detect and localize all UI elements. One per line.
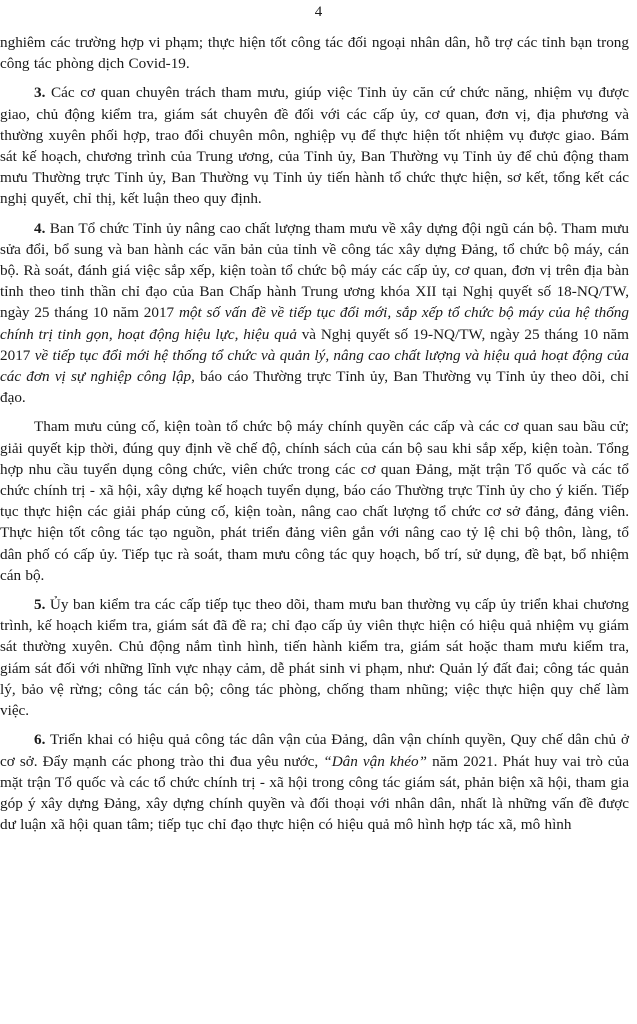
paragraph-item-3 (0, 82, 629, 209)
paragraph-text: nghiêm các trường hợp vi phạm; thực hiện tốt công tác đối ngoại nhân dân, hỗ trợ các tỉnh bạn trong công tác phòng dịch Covid-19. (0, 34, 629, 73)
paragraph-item-4 (0, 218, 629, 409)
resolution-19-title: về tiếp tục đổi mới hệ thống tổ chức và quản lý, nâng cao chất lượng và hiệu quả hoạt động của các đơn vị sự nghiệp công lập (0, 346, 629, 386)
resolution-18-title: một số vấn đề về tiếp tục đổi mới, sắp xếp tổ chức bộ máy của hệ thống chính trị tinh gọn, hoạt động hiệu lực, hiệu quả (0, 304, 629, 343)
document-body (0, 32, 629, 843)
paragraph-text: Các cơ quan chuyên trách tham mưu, giúp việc Tỉnh ủy căn cứ chức năng, nhiệm vụ được giao, chủ động kiểm tra, giám sát chuyên đề đối với các cấp ủy, cơ quan, đơn vị, địa phương và thường xuyên phối hợp, trao đổi chuyên môn, nghiệp vụ để thực hiện tốt nhiệm vụ được giao. Bám sát kế hoạch, chương trình của Trung ương, của Tỉnh ủy, Ban Thường vụ Tỉnh ủy để chủ động tham mưu Thường trực Tỉnh ủy, Ban Thường vụ Tỉnh ủy tiến hành tổ chức thực hiện, sơ kết, tổng kết các nghị quyết, chỉ thị, kết luận theo quy định. (0, 84, 630, 208)
paragraph-text: Ban Tổ chức Tỉnh ủy nâng cao chất lượng tham mưu về xây dựng đội ngũ cán bộ. Tham mưu sửa đổi, bổ sung và ban hành các văn bản của tỉnh về công tác xây dựng Đảng, tổ chức bộ máy, cán bộ. Rà soát, đánh giá việc sắp xếp, kiện toàn tổ chức bộ máy các cấp ủy, cơ quan, đơn vị trên địa bàn tỉnh theo tinh thần chỉ đạo của Ban Chấp hành Trung ương khóa XII tại Nghị quyết số 18-NQ/TW, ngày 25 tháng 10 năm 2017 (0, 219, 629, 322)
paragraph-item-4-continued (0, 416, 629, 586)
item-number: 4. (34, 219, 46, 237)
paragraph-item-5 (0, 594, 629, 721)
paragraph-item-6 (0, 729, 629, 835)
page-number: 4 (314, 4, 323, 20)
paragraph-text: Ủy ban kiểm tra các cấp tiếp tục theo dõi, tham mưu ban thường vụ cấp ủy triển khai chương trình, kế hoạch kiểm tra, giám sát đã đề ra; chỉ đạo cấp ủy viên thực hiện có hiệu quả nhiệm vụ giám sát thường xuyên. Chủ động nắm tình hình, tiến hành kiểm tra, giám sát hoặc tham mưu kiểm tra, giám sát đối với những lĩnh vực nhạy cảm, dễ phát sinh vi phạm, như: Quản lý đất đai; công tác quản lý, bảo vệ rừng; công tác cán bộ; công tác phòng, chống tham nhũng; việc thực hiện quy chế làm việc. (0, 596, 630, 720)
paragraph-text: Tham mưu củng cố, kiện toàn tổ chức bộ máy chính quyền các cấp và các cơ quan sau bầu cử; giải quyết kịp thời, đúng quy định về chế độ, chính sách của cán bộ sau khi sắp xếp, kiện toàn. Tổng hợp nhu cầu tuyển dụng công chức, viên chức trong các cơ quan Đảng, mặt trận Tổ quốc và các tổ chức chính trị - xã hội, xây dựng kế hoạch tuyển dụng, báo cáo Thường trực Tỉnh ủy cho ý kiến. Tiếp tục thực hiện các giải pháp củng cố, kiện toàn, nâng cao chất lượng tổ chức cơ sở đảng, đảng viên. Thực hiện tốt công tác tạo nguồn, phát triển đảng viên gắn với nâng cao tỷ lệ chi bộ thôn, làng, tổ dân phố có cấp ủy. Tiếp tục rà soát, tham mưu công tác quy hoạch, bố trí, sử dụng, đề bạt, bổ nhiệm cán bộ. (0, 418, 629, 584)
item-number: 3. (34, 84, 46, 102)
paragraph-text: và Nghị quyết số 19-NQ/TW, ngày 25 tháng 10 năm 2017 (0, 325, 629, 364)
paragraph-text: năm 2021. Phát huy vai trò của mặt trận Tổ quốc và các tổ chức chính trị - xã hội trong công tác giám sát, phản biện xã hội, tham gia góp ý xây dựng Đảng, xây dựng chính quyền và đối thoại với nhân dân, nhất là những vấn đề được dư luận xã hội quan tâm; tiếp tục chỉ đạo thực hiện có hiệu quả mô hình hợp tác xã, mô hình (0, 752, 629, 834)
item-number: 6. (34, 731, 46, 749)
paragraph-text: Triển khai có hiệu quả công tác dân vận của Đảng, dân vận chính quyền, Quy chế dân chủ ở cơ sở. Đẩy mạnh các phong trào thi đua yêu nước, (0, 731, 629, 770)
paragraph-text: , báo cáo Thường trực Tỉnh ủy, Ban Thường vụ Tỉnh ủy theo dõi, chỉ đạo. (0, 368, 629, 407)
campaign-name: “Dân vận khéo” (323, 752, 428, 770)
item-number: 5. (34, 596, 46, 614)
paragraph-continuation (0, 32, 629, 74)
